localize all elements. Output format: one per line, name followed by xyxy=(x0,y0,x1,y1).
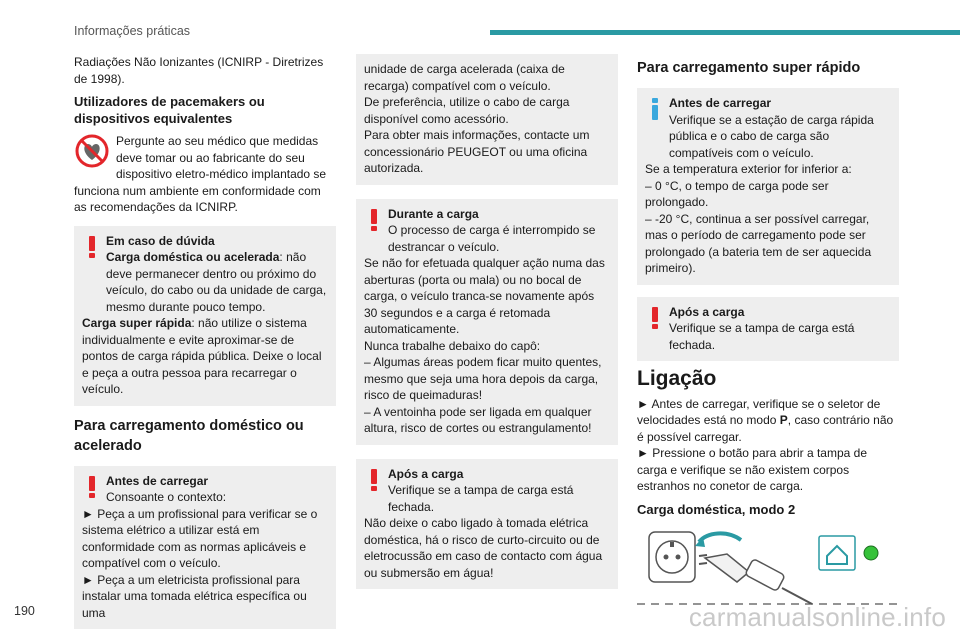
doubt-line1-text: : não deve permanecer dentro ou próximo do veículo, do cabo ou da unidade de carga, mesmo durante pouco tempo. xyxy=(106,250,327,314)
doubt-line2-text: : não utilize o sistema individualmente e evite aproximar-se de pontos de carga rápida pública. Deixe o local e peça a outra pessoa para recarregar o veículo. xyxy=(82,316,322,396)
cont-line2: De preferência, utilize o cabo de carga disponível como acessório. xyxy=(364,95,570,126)
mode2-charging-illustration xyxy=(637,524,899,614)
super-before-line3: – 0 °C, o tempo de carga pode ser prolongado. xyxy=(645,178,829,209)
after-line1: Verifique se a tampa de carga está fechada. xyxy=(388,483,574,514)
connection-step-1-rest: , caso contrário não é possível carregar. xyxy=(637,413,894,444)
warning-exclamation-icon xyxy=(366,208,382,232)
before-charging-continued-box xyxy=(356,54,618,185)
mode2-heading: Carga doméstica, modo 2 xyxy=(637,501,796,517)
domestic-socket-cable-illustration xyxy=(637,524,899,614)
doubt-warning-box xyxy=(74,226,336,406)
after-line2: Não deixe o cabo ligado à tomada elétrica doméstica, há o risco de curto-circuito ou de eletrocussão em caso de contacto com água ou submersão em água! xyxy=(364,516,603,580)
doubt-line1-bold: Carga doméstica ou acelerada xyxy=(106,250,280,264)
super-after-line1: Verifique se a tampa de carga está fechada. xyxy=(669,321,855,352)
during-line3: Nunca trabalhe debaixo do capô: xyxy=(364,338,541,353)
super-fast-heading: Para carregamento super rápido xyxy=(637,60,861,76)
during-line1: O processo de carga é interrompido se destrancar o veículo. xyxy=(388,223,596,254)
connection-step-1-text: ► Antes de carregar, verifique se o seletor de velocidades está no modo xyxy=(637,396,881,427)
header-accent-bar xyxy=(490,30,960,35)
doubt-line2-bold: Carga super rápida xyxy=(82,316,192,330)
super-after-box xyxy=(637,297,899,362)
super-before-box xyxy=(637,88,899,285)
warning-exclamation-icon xyxy=(84,235,100,259)
super-before-line2: Se a temperatura exterior for inferior a: xyxy=(645,162,852,176)
connection-step-2: ► Pressione o botão para abrir a tampa de carga e verifique se não existem corpos estranhos no conetor de carga. xyxy=(637,446,868,493)
no-pacemaker-icon xyxy=(74,133,110,169)
during-line5: – A ventoinha pode ser ligada em qualquer altura, risco de cortes ou estrangulamento! xyxy=(364,404,592,435)
super-before-line1: Verifique se a estação de carga rápida pública e o cabo de carga são compatíveis com o veículo. xyxy=(669,112,874,160)
header-title: Informações práticas xyxy=(74,24,191,38)
before-line1: Consoante o contexto: xyxy=(106,490,227,504)
cont-line1: unidade de carga acelerada (caixa de recarga) compatível com o veículo. xyxy=(364,62,565,93)
after-box-title: Após a carga xyxy=(388,466,464,481)
column-3 xyxy=(637,54,899,614)
pacemaker-paragraph xyxy=(74,133,336,216)
doubt-box-title: Em caso de dúvida xyxy=(106,233,215,248)
before-line2: ► Peça a um profissional para verificar se o sistema elétrico a utilizar está em conformidade com as normas aplicáveis e compatível com o veículo. xyxy=(82,506,318,570)
connection-step-1 xyxy=(637,396,899,446)
intro-text: Radiações Não Ionizantes (ICNIRP - Diretrizes de 1998). xyxy=(74,55,324,86)
warning-exclamation-icon xyxy=(647,306,663,330)
page-number: 190 xyxy=(14,604,35,618)
super-before-line4: – -20 °C, continua a ser possível carregar, mas o período de carregamento pode ser prolongado (a bateria tem de ser aquecida primeiro). xyxy=(645,211,872,275)
pacemaker-heading: Utilizadores de pacemakers ou dispositivos equivalentes xyxy=(74,94,265,126)
during-box-title: Durante a carga xyxy=(388,206,479,221)
domestic-heading: Para carregamento doméstico ou acelerado xyxy=(74,417,304,454)
before-charging-box xyxy=(74,466,336,630)
status-indicator-green xyxy=(864,546,878,560)
gear-mode-p: P xyxy=(779,413,788,427)
cont-line3: Para obter mais informações, contacte um concessionário PEUGEOT ou uma oficina autorizada. xyxy=(364,128,590,175)
info-icon xyxy=(647,97,663,121)
super-after-title: Após a carga xyxy=(669,304,745,319)
home-icon xyxy=(819,536,855,570)
super-before-title: Antes de carregar xyxy=(669,96,772,110)
before-box-title: Antes de carregar xyxy=(106,473,209,488)
pacemaker-text: Pergunte ao seu médico que medidas deve tomar ou ao fabricante do seu dispositivo eletro-médico implantado se funciona num ambiente em conformidade com as recomendações da ICNIRP. xyxy=(74,134,327,214)
column-1 xyxy=(74,54,336,639)
watermark: carmanualsonline.info xyxy=(688,602,946,632)
connection-title: Ligação xyxy=(637,367,717,390)
during-line2: Se não for efetuada qualquer ação numa das aberturas (porta ou mala) ou no bocal de carga, o veículo tranca-se novamente após 30 segundos e a carga é retomada automaticamente. xyxy=(364,256,605,336)
after-charging-box xyxy=(356,459,618,590)
warning-exclamation-icon xyxy=(366,468,382,492)
during-line4: – Algumas áreas podem ficar muito quentes, mesmo que seja uma hora depois da carga, risco de queimaduras! xyxy=(364,355,602,402)
warning-exclamation-icon xyxy=(84,475,100,499)
column-2 xyxy=(356,54,618,599)
during-charging-box xyxy=(356,199,618,445)
before-line3: ► Peça a um eletricista profissional para instalar uma tomada elétrica específica ou uma xyxy=(82,572,307,620)
